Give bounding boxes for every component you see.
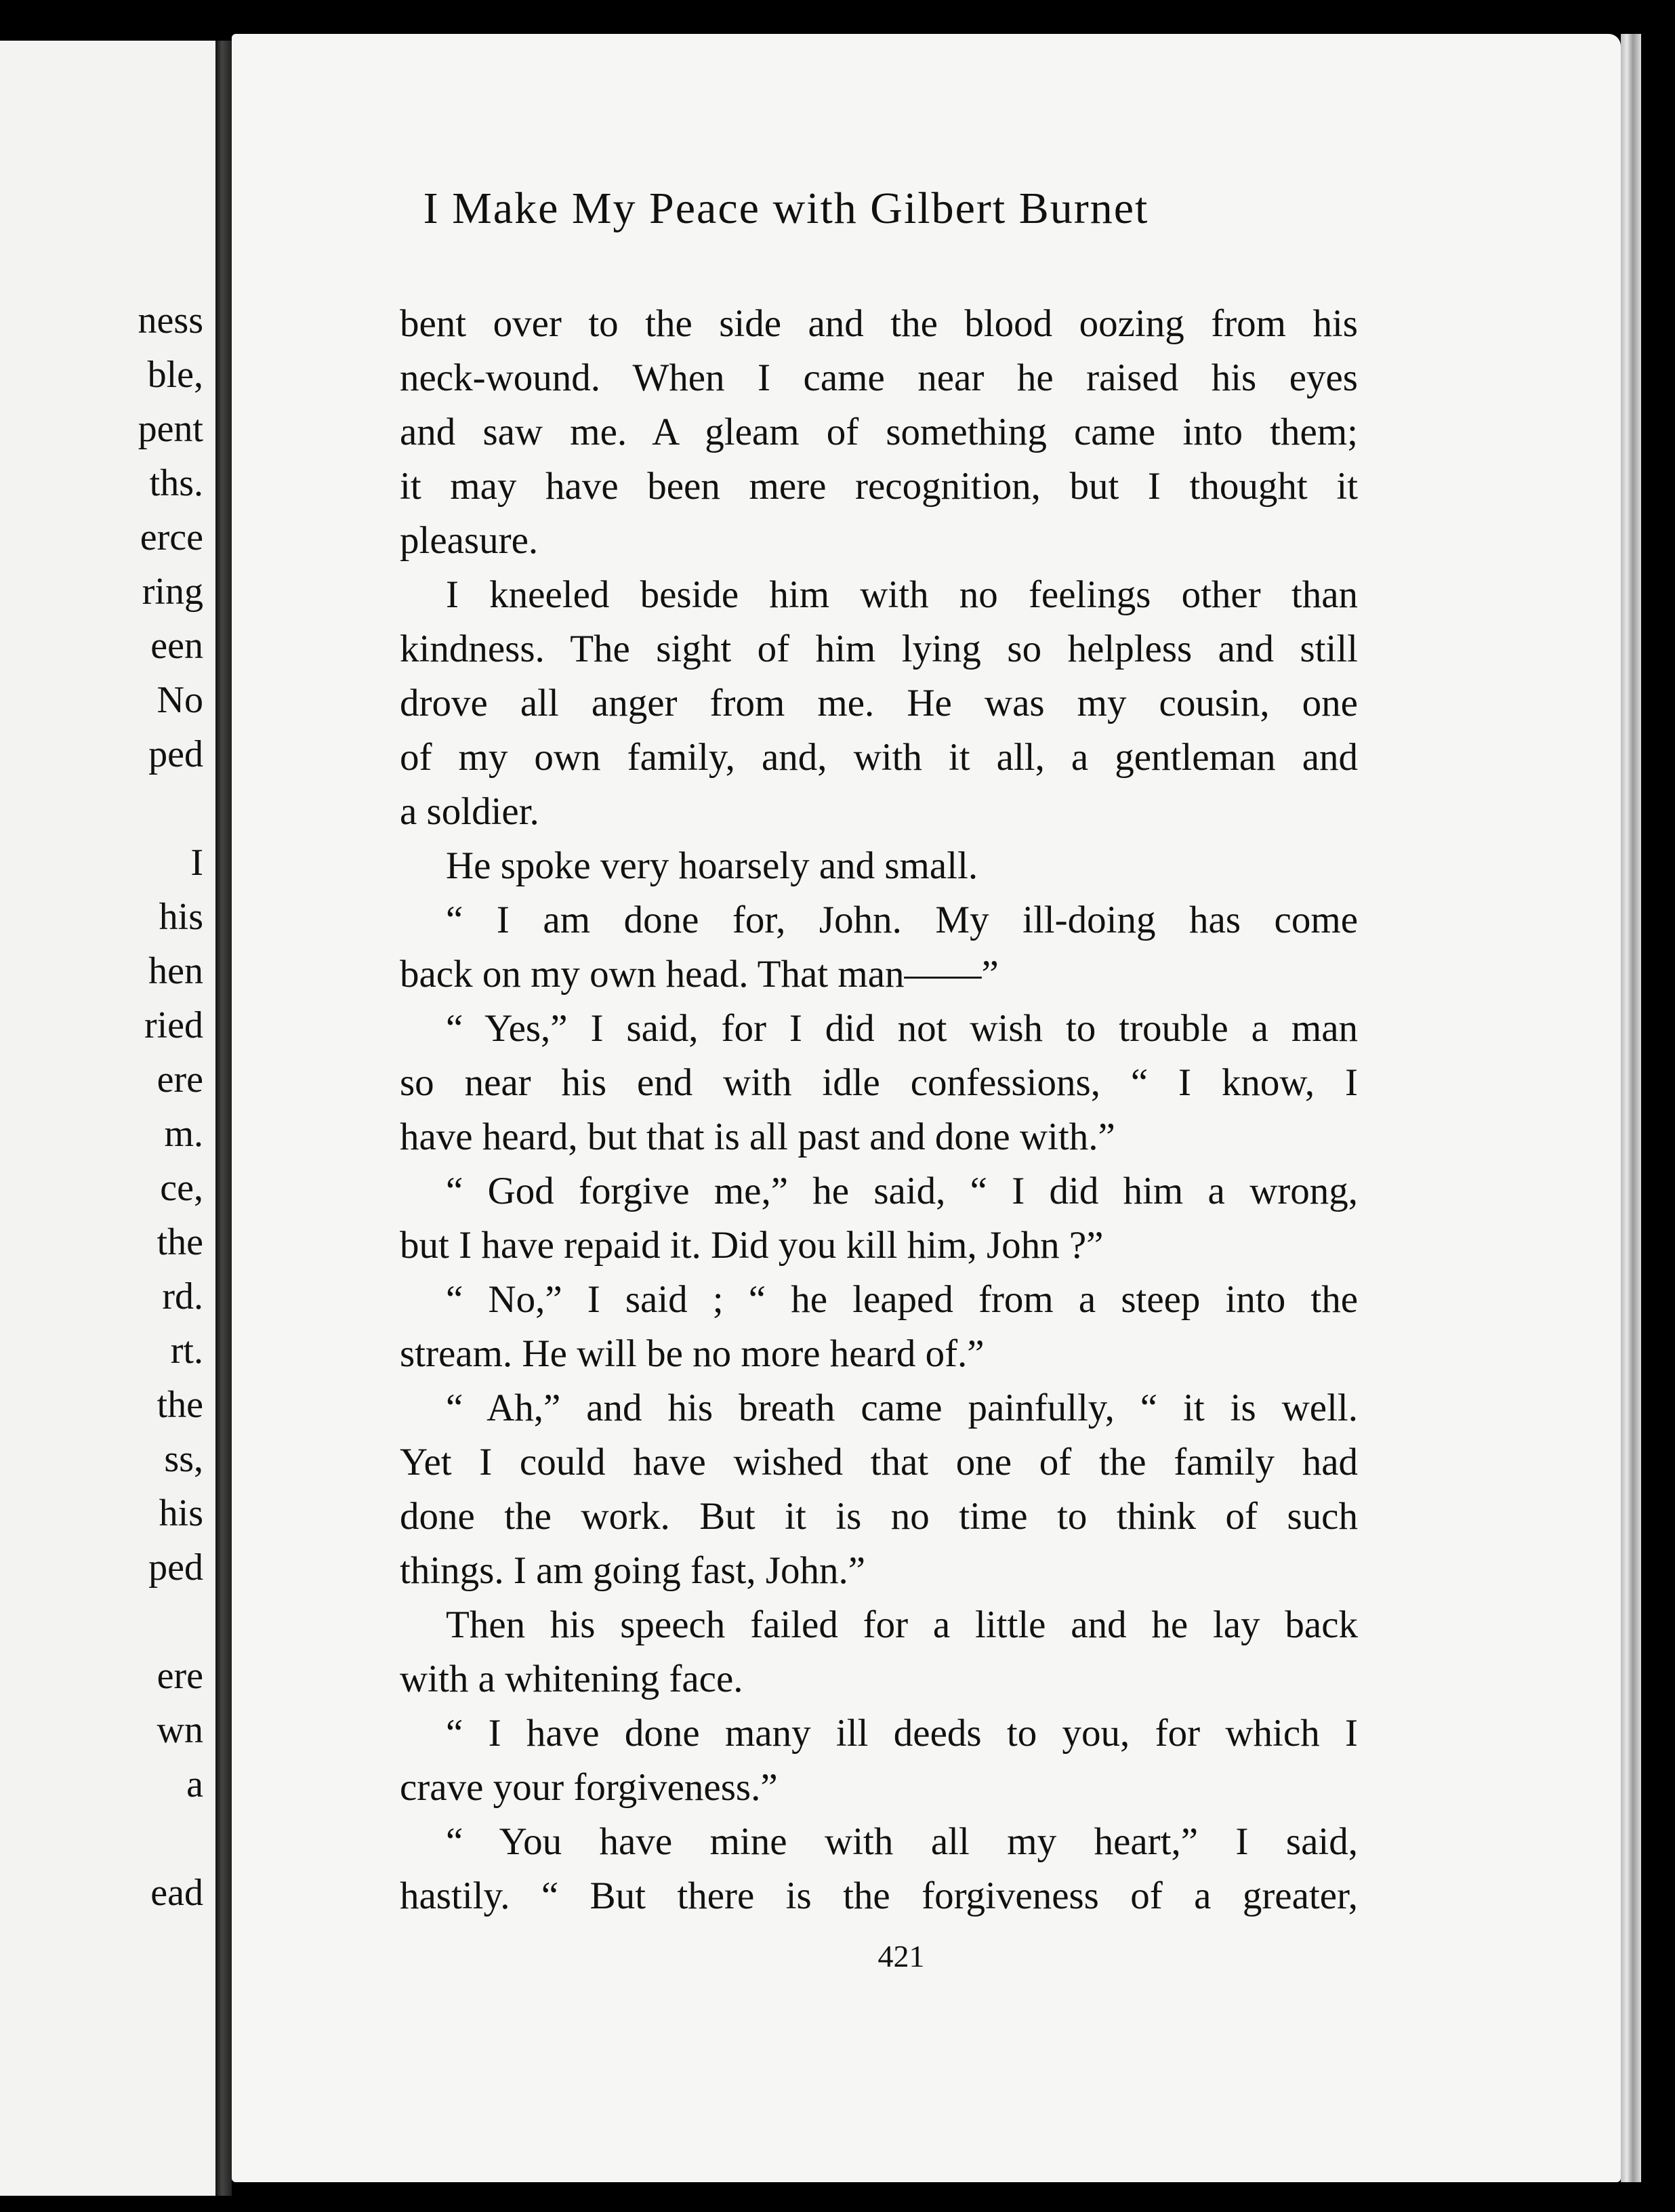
text-line: “ You have mine with all my heart,” I said, xyxy=(446,1820,1358,1863)
text-line: Then his speech failed for a little and he lay back xyxy=(446,1603,1358,1646)
text-line: so near his end with idle confessions, “ I know, I xyxy=(400,1061,1358,1104)
text-line: “ Ah,” and his breath came painfully, “ it is well. xyxy=(446,1387,1358,1429)
left-fragment-line: No xyxy=(157,679,203,721)
text-line: done the work. But it is no time to think of such xyxy=(400,1495,1358,1538)
left-fragment-line: ried xyxy=(144,1004,203,1046)
left-fragment-line: ped xyxy=(148,733,203,775)
text-line: I kneeled beside him with no feelings other than xyxy=(446,573,1358,616)
book-gutter xyxy=(215,41,232,2196)
running-head: I Make My Peace with Gilbert Burnet xyxy=(423,184,1149,233)
left-fragment-line: ths. xyxy=(149,462,203,504)
text-line: “ No,” I said ; “ he leaped from a steep into the xyxy=(446,1278,1358,1321)
text-line: drove all anger from me. He was my cousin, one xyxy=(400,682,1358,724)
text-line: Yet I could have wished that one of the family had xyxy=(400,1441,1358,1483)
text-line: and saw me. A gleam of something came into them; xyxy=(400,411,1358,453)
left-fragment-line: ere xyxy=(157,1059,203,1101)
previous-page-fragment xyxy=(0,41,215,2196)
text-line: bent over to the side and the blood oozing from his xyxy=(400,302,1358,345)
left-fragment-line: the xyxy=(157,1221,203,1263)
text-line: “ Yes,” I said, for I did not wish to trouble a man xyxy=(446,1007,1358,1050)
left-fragment-line: ere xyxy=(157,1655,203,1697)
left-fragment-line: his xyxy=(159,896,203,938)
left-fragment-line: ring xyxy=(142,571,203,613)
left-fragment-line: ness xyxy=(138,300,203,342)
text-line: pleasure. xyxy=(400,519,539,562)
text-line: of my own family, and, with it all, a gentleman and xyxy=(400,736,1358,779)
text-line: hastily. “ But there is the forgiveness of a greater, xyxy=(400,1875,1358,1917)
text-line: back on my own head. That man——” xyxy=(400,953,999,996)
text-line: but I have repaid it. Did you kill him, John ?” xyxy=(400,1224,1104,1267)
left-fragment-line: the xyxy=(157,1384,203,1426)
left-fragment-line: een xyxy=(150,625,203,667)
text-line: “ God forgive me,” he said, “ I did him a wrong, xyxy=(446,1170,1358,1212)
left-fragment-line: rt. xyxy=(170,1330,203,1372)
text-line: have heard, but that is all past and done with.” xyxy=(400,1115,1115,1158)
left-fragment-line: ce, xyxy=(160,1167,203,1209)
left-fragment-line: his xyxy=(159,1492,203,1534)
left-fragment-line: pent xyxy=(138,408,203,450)
left-fragment-line: ped xyxy=(148,1547,203,1589)
text-line: a soldier. xyxy=(400,790,539,833)
page-edge xyxy=(1621,34,1641,2182)
text-line: He spoke very hoarsely and small. xyxy=(446,844,978,887)
page-number: 421 xyxy=(877,1939,925,1973)
text-line: with a whitening face. xyxy=(400,1658,743,1700)
text-line: things. I am going fast, John.” xyxy=(400,1549,866,1592)
left-fragment-line: erce xyxy=(140,516,203,558)
left-fragment-line: wn xyxy=(157,1709,203,1751)
text-line: kindness. The sight of him lying so helpless and still xyxy=(400,628,1358,670)
text-line: it may have been mere recognition, but I thought it xyxy=(400,465,1358,508)
left-fragment-line: a xyxy=(186,1763,203,1805)
left-fragment-line: ss, xyxy=(164,1438,203,1480)
left-fragment-line: ble, xyxy=(147,354,203,396)
left-fragment-line: I xyxy=(190,842,203,884)
left-fragment-line: m. xyxy=(164,1113,203,1155)
text-line: “ I am done for, John. My ill-doing has come xyxy=(446,899,1358,941)
left-fragment-line: rd. xyxy=(162,1275,203,1317)
text-line: “ I have done many ill deeds to you, for which I xyxy=(446,1712,1358,1755)
text-line: crave your forgiveness.” xyxy=(400,1766,778,1809)
left-fragment-line: ead xyxy=(150,1872,203,1914)
text-line: stream. He will be no more heard of.” xyxy=(400,1332,985,1375)
left-fragment-line: hen xyxy=(148,950,203,992)
body-text xyxy=(400,297,1358,1923)
text-line: neck-wound. When I came near he raised his eyes xyxy=(400,356,1358,399)
